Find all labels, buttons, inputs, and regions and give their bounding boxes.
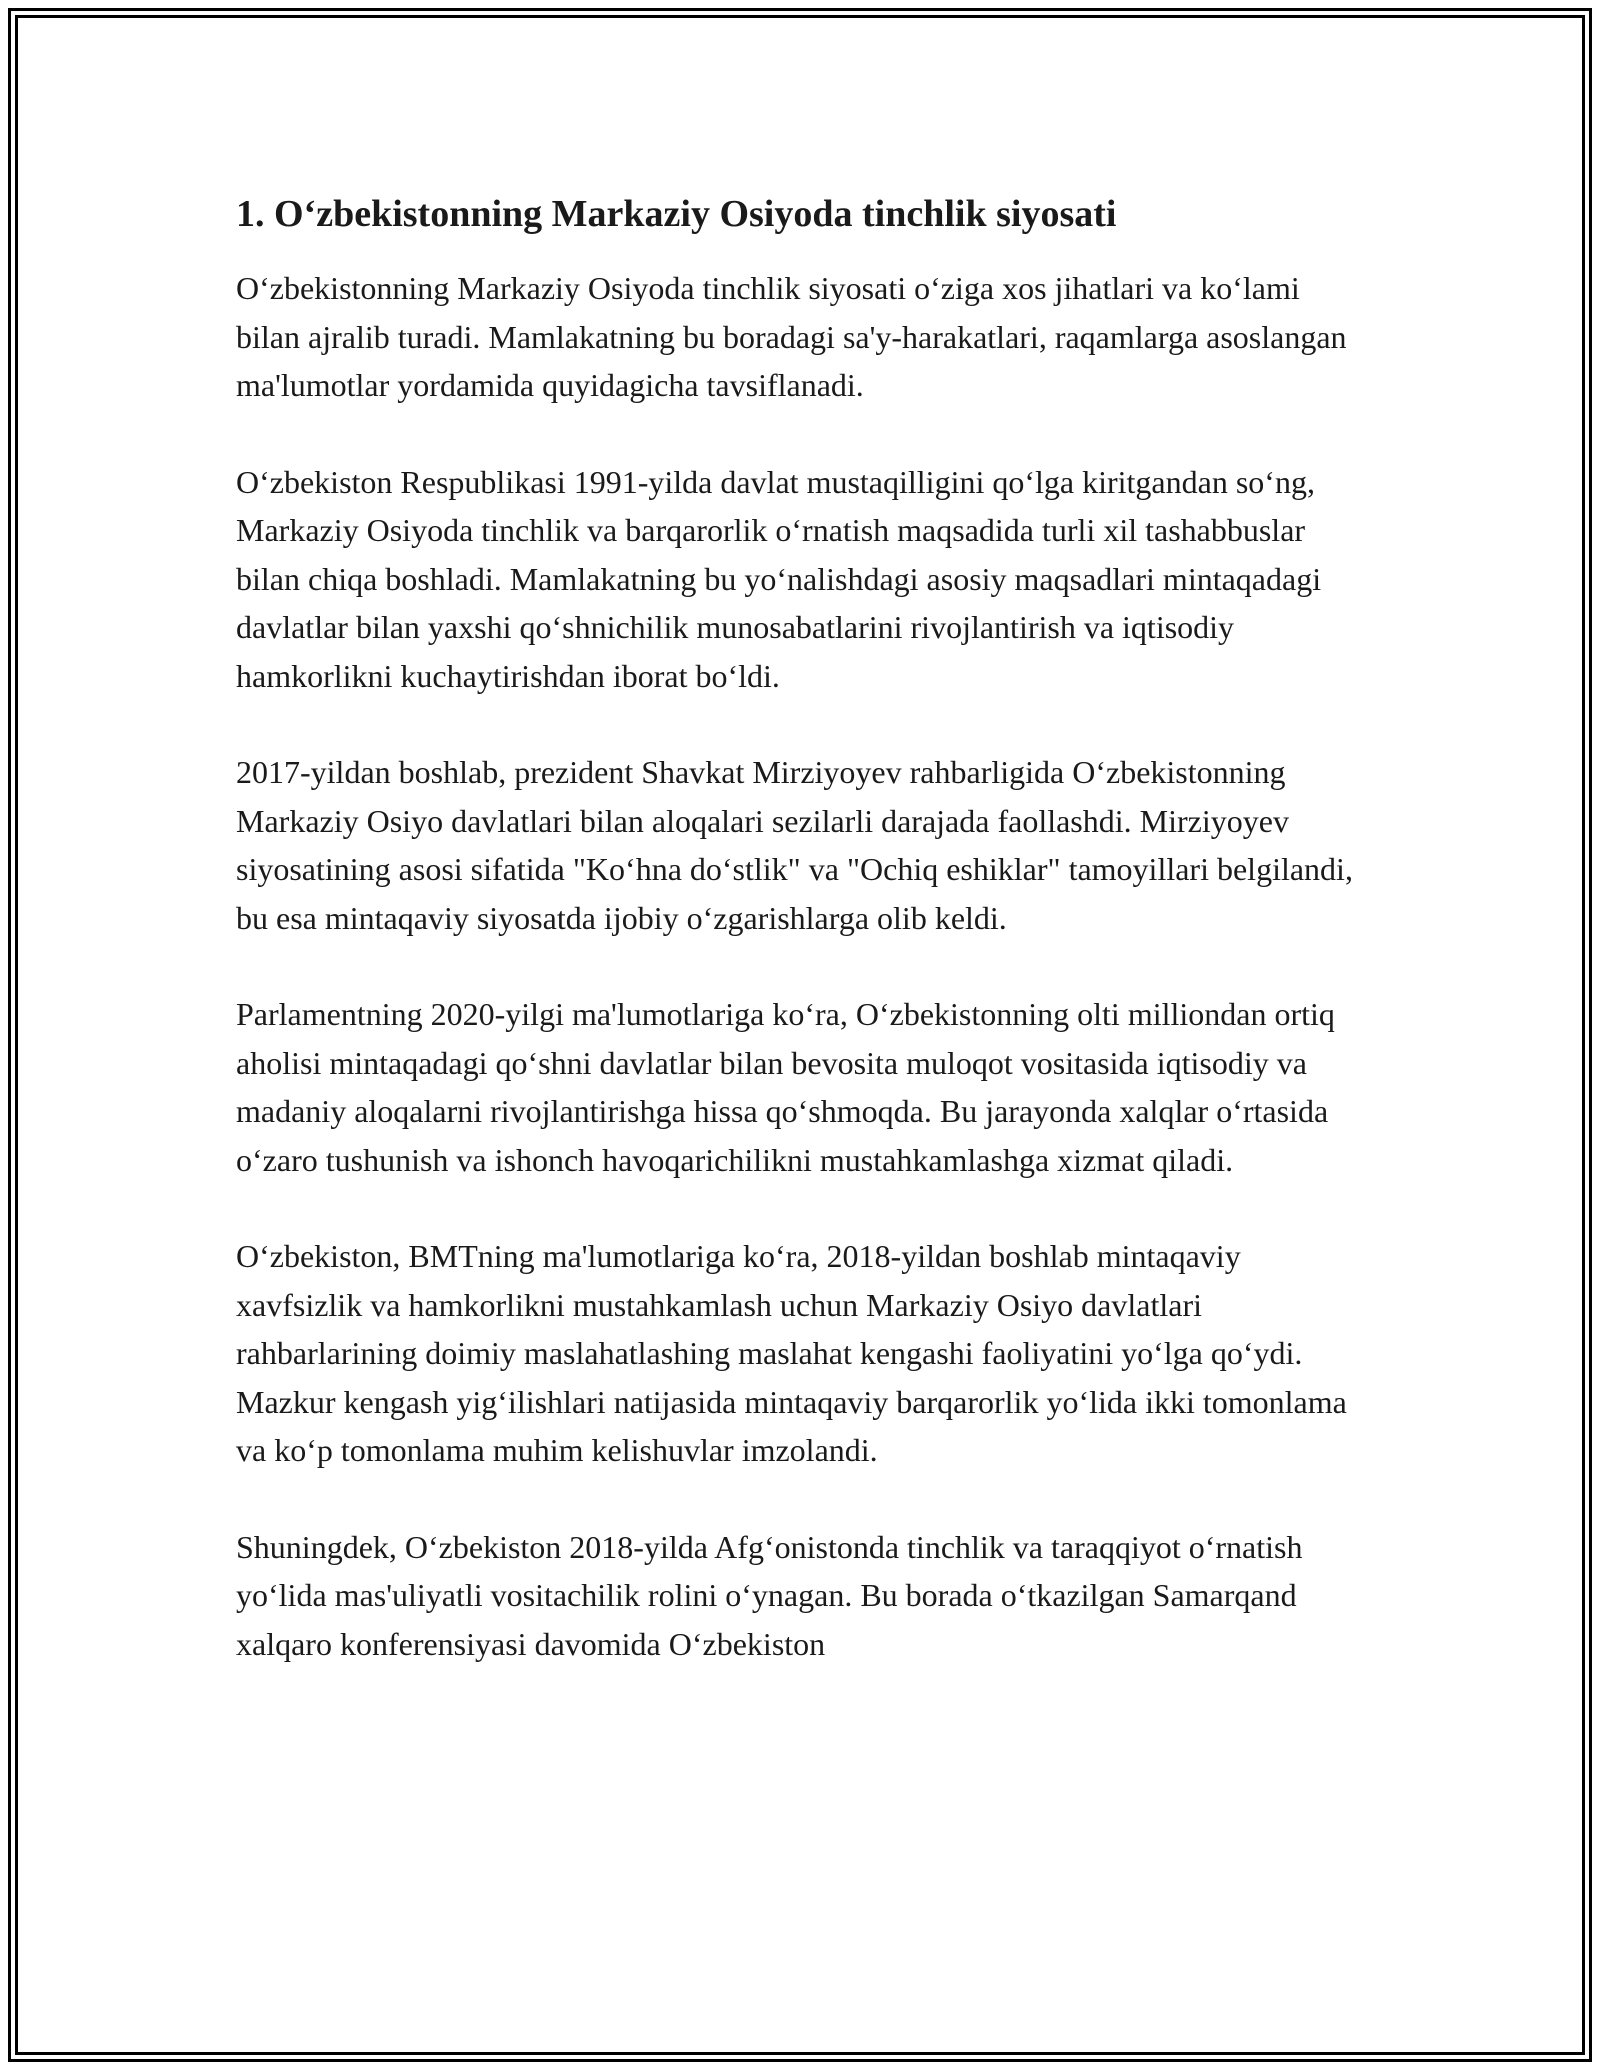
section-heading: 1. O‘zbekistonning Markaziy Osiyoda tinchlik siyosati [236,193,1117,235]
paragraph-intro: O‘zbekistonning Markaziy Osiyoda tinchlik siyosati o‘ziga xos jihatlari va ko‘lami bilan ajralib turadi. Mamlakatning bu boradagi sa'y-harakatlari, raqamlarga asoslangan ma'lumotlar yordamida quyidagicha tavsiflanadi. [236,270,1347,403]
paragraph-mirziyoyev: 2017-yildan boshlab, prezident Shavkat Mirziyoyev rahbarligida O‘zbekistonning Markaziy Osiyo davlatlari bilan aloqalari sezilarli darajada faollashdi. Mirziyoyev siyosatining asosi sifatida "Ko‘hna do‘stlik" va "Ochiq eshiklar" tamoyillari belgilandi, bu esa mintaqaviy siyosatda ijobiy o‘zgarishlarga olib keldi. [236,754,1353,936]
paragraph-parliament: Parlamentning 2020-yilgi ma'lumotlariga ko‘ra, O‘zbekistonning olti milliondan ortiq aholisi mintaqadagi qo‘shni davlatlar bilan bevosita muloqot vositasida iqtisodiy va madaniy aloqalarni rivojlantirishga hissa qo‘shmoqda. Bu jarayonda xalqlar o‘rtasida o‘zaro tushunish va ishonch havoqarichilikni mustahkamlashga xizmat qiladi. [236,996,1335,1178]
paragraph-independence: O‘zbekiston Respublikasi 1991-yilda davlat mustaqilligini qo‘lga kiritgandan so‘ng, Markaziy Osiyoda tinchlik va barqarorlik o‘rnatish maqsadida turli xil tashabbuslar bilan chiqa boshladi. Mamlakatning bu yo‘nalishdagi asosiy maqsadlari mintaqadagi davlatlar bilan yaxshi qo‘shnichilik munosabatlarini rivojlantirish va iqtisodiy hamkorlikni kuchaytirishdan iborat bo‘ldi. [236,463,1322,694]
paragraph-afghanistan: Shuningdek, O‘zbekiston 2018-yilda Afg‘onistonda tinchlik va taraqqiyot o‘rnatish yo‘lida mas'uliyatli vositachilik rolini o‘ynagan. Bu borada o‘tkazilgan Samarqand xalqaro konferensiyasi davomida O‘zbekiston [236,1528,1303,1662]
document-body [236,186,1364,1716]
paragraph-un: O‘zbekiston, BMTning ma'lumotlariga ko‘ra, 2018-yildan boshlab mintaqaviy xavfsizlik va hamkorlikni mustahkamlash uchun Markaziy Osiyo davlatlari rahbarlarining doimiy maslahatlashing maslahat kengashi faoliyatini yo‘lga qo‘ydi. Mazkur kengash yig‘ilishlari natijasida mintaqaviy barqarorlik yo‘lida ikki tomonlama va ko‘p tomonlama muhim kelishuvlar imzolandi. [236,1238,1347,1468]
